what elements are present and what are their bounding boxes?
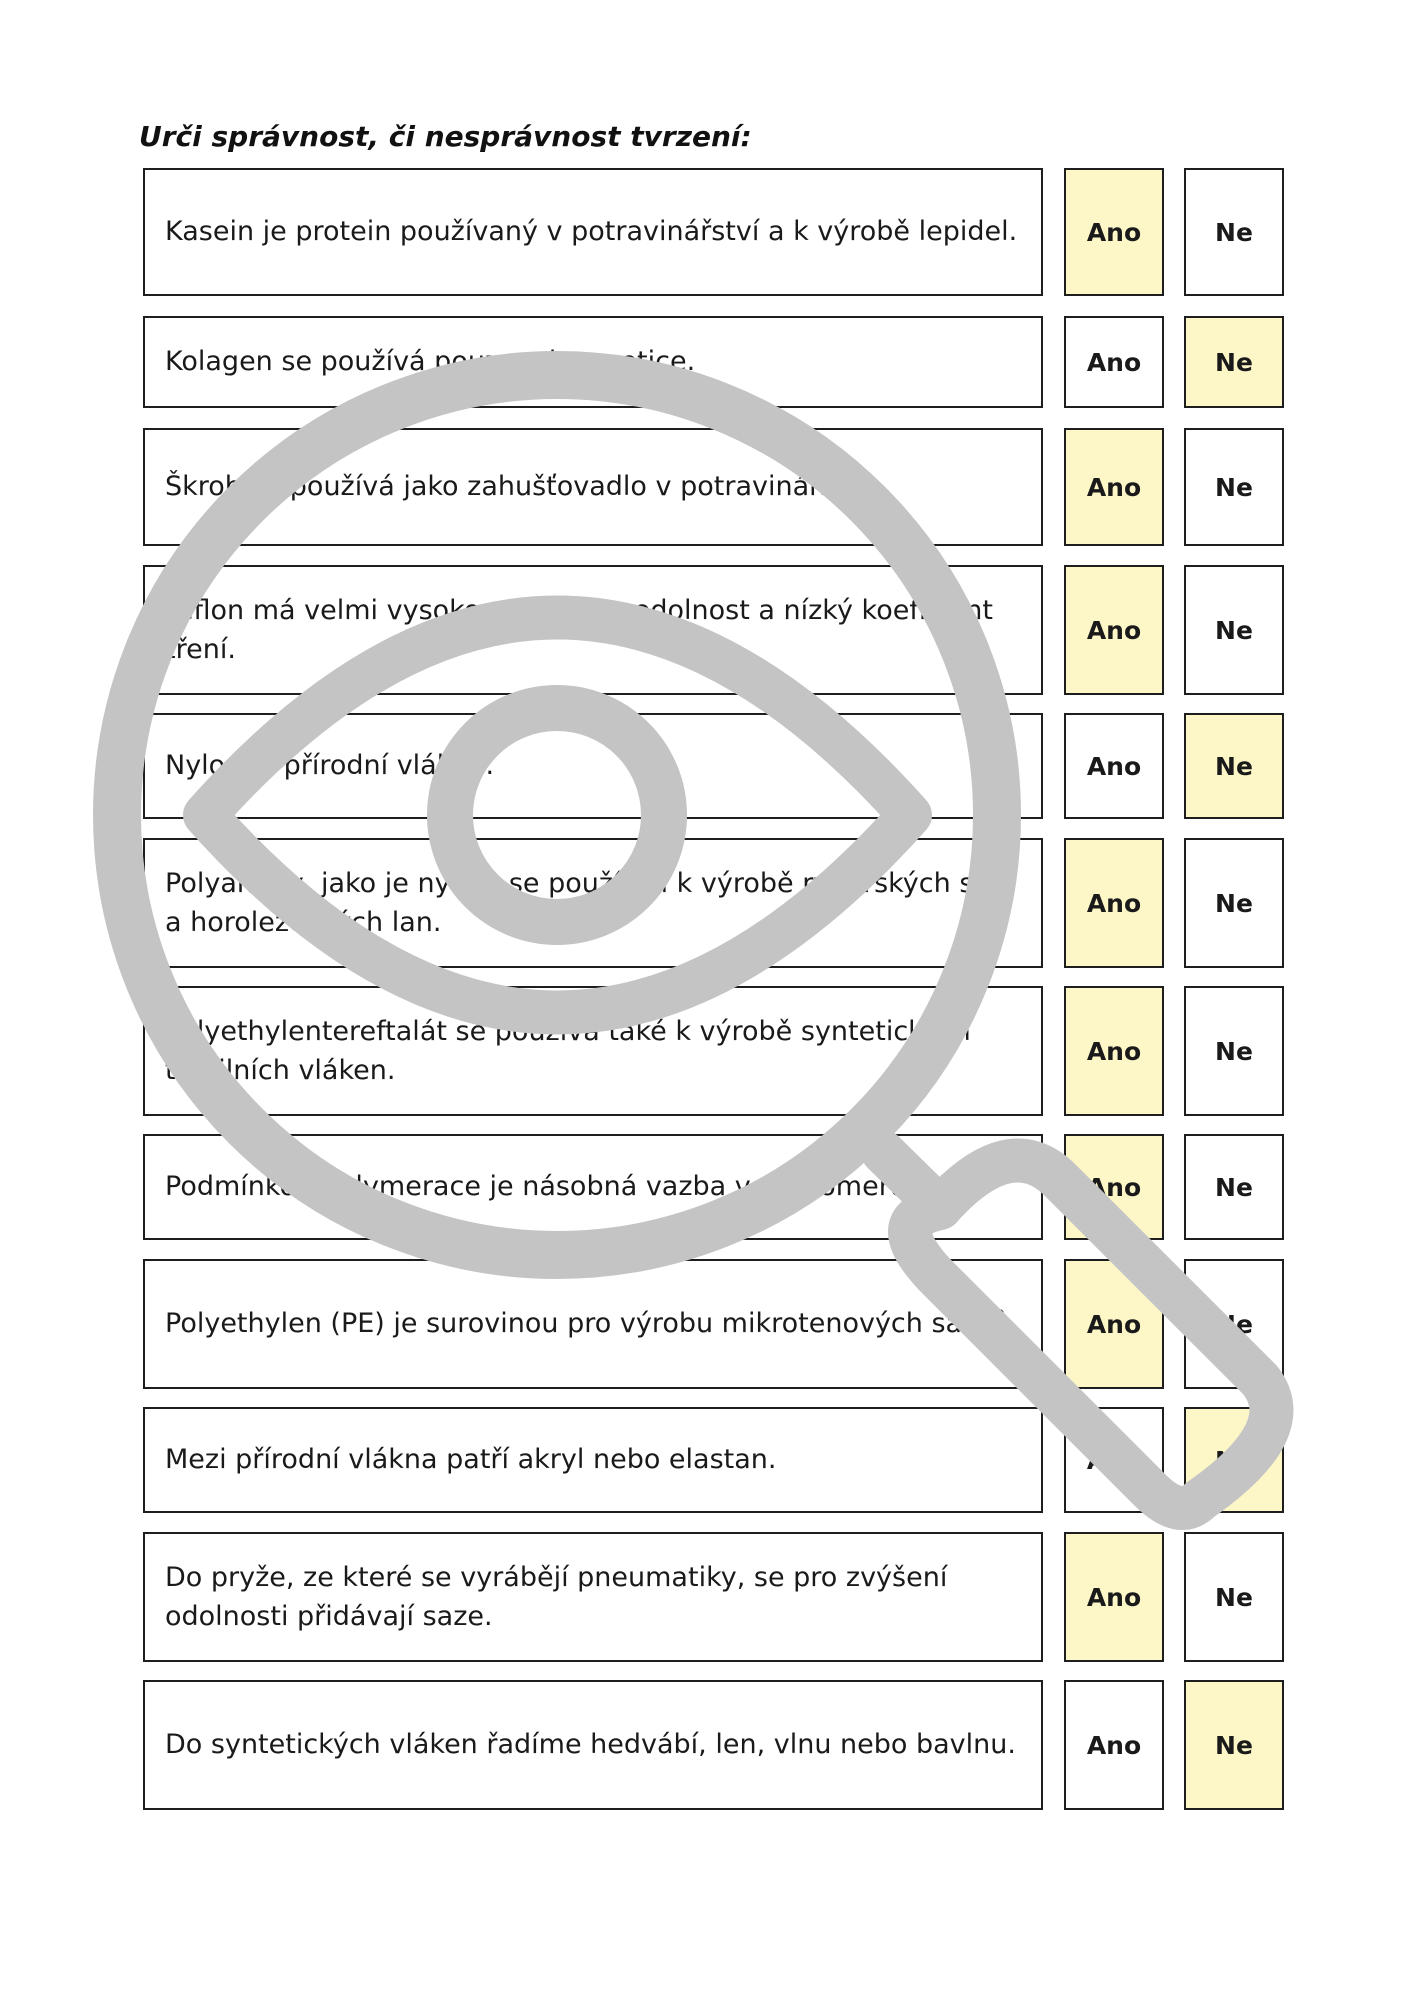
answer-no-box[interactable]: Ne bbox=[1184, 168, 1284, 296]
answer-yes-box[interactable]: Ano bbox=[1064, 986, 1164, 1116]
answer-yes-box[interactable]: Ano bbox=[1064, 1259, 1164, 1389]
statement-text: Kasein je protein používaný v potravinářství a k výrobě lepidel. bbox=[143, 168, 1043, 296]
statement-text: Škrob se používá jako zahušťovadlo v potravinářství. bbox=[143, 428, 1043, 546]
answer-yes-box[interactable]: Ano bbox=[1064, 1680, 1164, 1810]
answer-no-box[interactable]: Ne bbox=[1184, 1532, 1284, 1662]
answer-no-box[interactable]: Ne bbox=[1184, 316, 1284, 408]
statement-text: Polyethylen (PE) je surovinou pro výrobu mikrotenových sáčků. bbox=[143, 1259, 1043, 1389]
answer-yes-box[interactable]: Ano bbox=[1064, 713, 1164, 819]
statement-text: Do pryže, ze které se vyrábějí pneumatiky, se pro zvýšení odolnosti přidávají saze. bbox=[143, 1532, 1043, 1662]
statement-text: Kolagen se používá pouze v kosmetice. bbox=[143, 316, 1043, 408]
statement-text: Nylon je přírodní vlákno. bbox=[143, 713, 1043, 819]
answer-no-box[interactable]: Ne bbox=[1184, 1134, 1284, 1240]
worksheet-heading: Urči správnost, či nesprávnost tvrzení: bbox=[139, 120, 752, 153]
statement-text: Teflon má velmi vysokou tepelnou odolnost a nízký koeficient tření. bbox=[143, 565, 1043, 695]
answer-yes-box[interactable]: Ano bbox=[1064, 316, 1164, 408]
answer-no-box[interactable]: Ne bbox=[1184, 1680, 1284, 1810]
answer-yes-box[interactable]: Ano bbox=[1064, 565, 1164, 695]
answer-yes-box[interactable]: Ano bbox=[1064, 168, 1164, 296]
answer-yes-box[interactable]: Ano bbox=[1064, 1407, 1164, 1513]
statement-text: Podmínkou polymerace je násobná vazba v monomeru. bbox=[143, 1134, 1043, 1240]
statement-text: Polyethylentereftalát se používá také k výrobě syntetických textilních vláken. bbox=[143, 986, 1043, 1116]
answer-no-box[interactable]: Ne bbox=[1184, 1259, 1284, 1389]
answer-no-box[interactable]: Ne bbox=[1184, 986, 1284, 1116]
answer-no-box[interactable]: Ne bbox=[1184, 428, 1284, 546]
answer-yes-box[interactable]: Ano bbox=[1064, 428, 1164, 546]
answer-no-box[interactable]: Ne bbox=[1184, 713, 1284, 819]
answer-no-box[interactable]: Ne bbox=[1184, 1407, 1284, 1513]
statement-text: Do syntetických vláken řadíme hedvábí, len, vlnu nebo bavlnu. bbox=[143, 1680, 1043, 1810]
answer-yes-box[interactable]: Ano bbox=[1064, 1532, 1164, 1662]
answer-no-box[interactable]: Ne bbox=[1184, 565, 1284, 695]
answer-no-box[interactable]: Ne bbox=[1184, 838, 1284, 968]
statement-text: Mezi přírodní vlákna patří akryl nebo elastan. bbox=[143, 1407, 1043, 1513]
answer-yes-box[interactable]: Ano bbox=[1064, 1134, 1164, 1240]
statement-text: Polyamidy, jako je nylon, se používají k výrobě rybářských sítí a horolezeckých lan. bbox=[143, 838, 1043, 968]
answer-yes-box[interactable]: Ano bbox=[1064, 838, 1164, 968]
